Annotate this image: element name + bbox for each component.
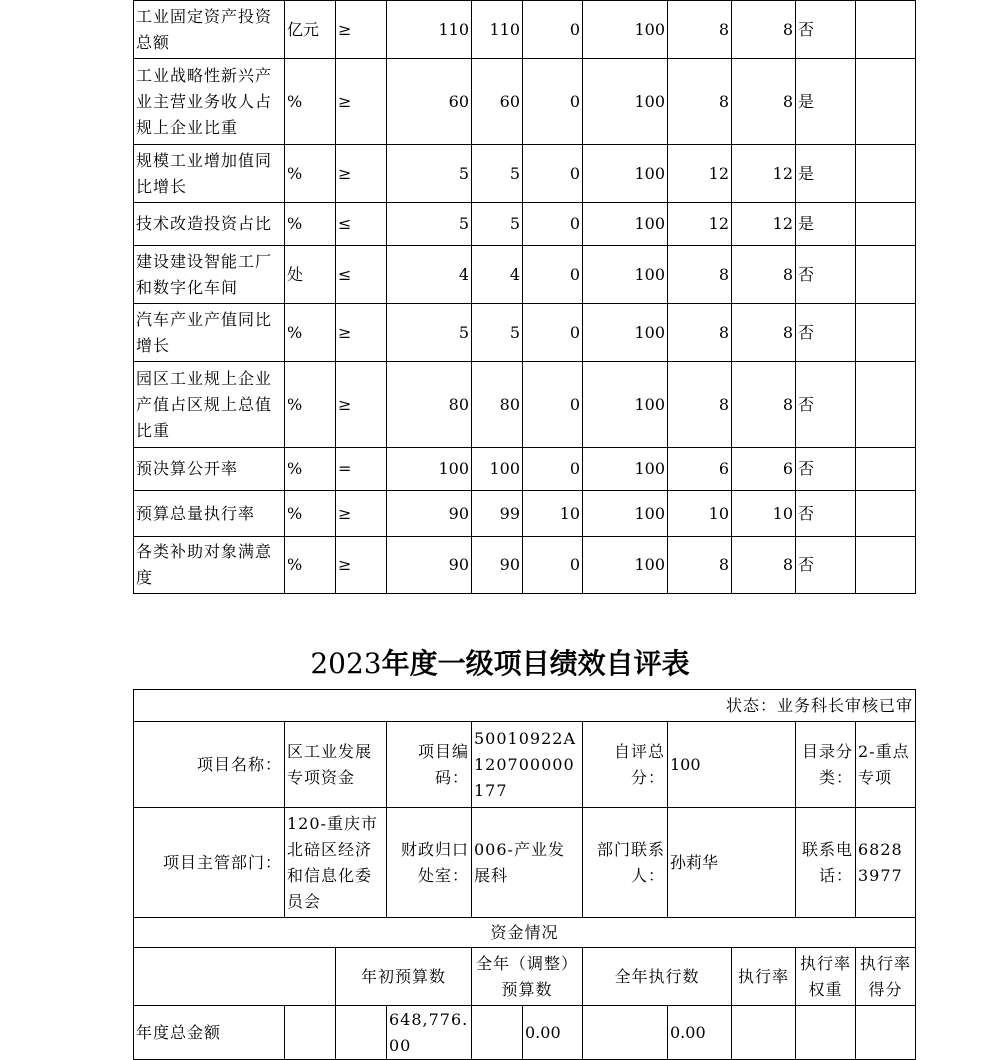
table-row [134,362,916,448]
indicator-deviation: 0 [523,246,583,304]
indicator-actual: 80 [472,362,523,448]
row-total-empty-4 [583,1006,668,1060]
col-rate: 执行率 [732,948,796,1006]
indicator-note [856,362,916,448]
indicator-name: 园区工业规上企业产值占区规上总值比重 [134,362,285,448]
indicator-operator: ≥ [336,491,387,537]
indicator-flag: 是 [796,59,856,145]
indicator-flag: 否 [796,246,856,304]
indicator-note [856,246,916,304]
catalog-label: 目录分类： [796,722,856,808]
indicator-deviation: 0 [523,537,583,594]
indicator-unit: % [285,145,336,203]
indicator-weight: 8 [668,1,732,59]
row-total-rate-score [856,1006,916,1060]
indicator-actual: 60 [472,59,523,145]
indicator-operator: ≥ [336,362,387,448]
indicator-note [856,145,916,203]
indicator-operator: ≥ [336,304,387,362]
col-rate-weight: 执行率权重 [796,948,856,1006]
self-score-label: 自评总分： [583,722,668,808]
contact-label: 部门联系人： [583,808,668,918]
indicator-deviation: 0 [523,1,583,59]
indicator-note [856,448,916,491]
indicator-note [856,304,916,362]
indicator-note [856,537,916,594]
indicator-unit: % [285,304,336,362]
indicator-weight: 8 [668,362,732,448]
indicator-target: 110 [387,1,472,59]
indicator-operator: = [336,448,387,491]
indicator-actual: 110 [472,1,523,59]
indicator-completion: 100 [583,537,668,594]
row-total-label: 年度总金额 [134,1006,285,1060]
indicator-operator: ≥ [336,1,387,59]
indicator-table [133,0,916,594]
indicator-deviation: 0 [523,448,583,491]
indicator-unit: % [285,448,336,491]
indicator-operator: ≥ [336,537,387,594]
indicator-unit: % [285,59,336,145]
indicator-actual: 99 [472,491,523,537]
indicator-name: 工业固定资产投资总额 [134,1,285,59]
indicator-note [856,59,916,145]
indicator-note [856,491,916,537]
indicator-weight: 10 [668,491,732,537]
indicator-target: 5 [387,203,472,246]
finance-value: 006-产业发展科 [472,808,583,918]
indicator-completion: 100 [583,1,668,59]
indicator-weight: 8 [668,304,732,362]
project-code-value: 50010922A120700000177 [472,722,583,808]
indicator-weight: 8 [668,246,732,304]
indicator-flag: 否 [796,448,856,491]
col-adjusted-budget: 全年（调整）预算数 [472,948,583,1006]
indicator-deviation: 10 [523,491,583,537]
indicator-score: 6 [732,448,796,491]
table-row [134,537,916,594]
indicator-note [856,1,916,59]
indicator-weight: 12 [668,203,732,246]
indicator-actual: 5 [472,203,523,246]
row-total-rate [732,1006,796,1060]
row-total-adjusted: 0.00 [523,1006,583,1060]
col-initial-budget: 年初预算数 [336,948,472,1006]
status-text: 状态：业务科长审核已审 [134,690,916,722]
indicator-score: 8 [732,304,796,362]
table-row [134,203,916,246]
indicator-name: 技术改造投资占比 [134,203,285,246]
phone-value: 68283977 [856,808,916,918]
indicator-score: 8 [732,537,796,594]
table-row [134,491,916,537]
indicator-completion: 100 [583,246,668,304]
indicator-target: 60 [387,59,472,145]
indicator-unit: % [285,537,336,594]
indicator-weight: 6 [668,448,732,491]
indicator-target: 4 [387,246,472,304]
indicator-name: 汽车产业产值同比增长 [134,304,285,362]
indicator-deviation: 0 [523,362,583,448]
table-row [134,304,916,362]
indicator-deviation: 0 [523,59,583,145]
indicator-unit: % [285,203,336,246]
catalog-value: 2-重点专项 [856,722,916,808]
indicator-flag: 是 [796,145,856,203]
indicator-operator: ≥ [336,59,387,145]
indicator-score: 12 [732,145,796,203]
indicator-flag: 是 [796,203,856,246]
table-row [134,1,916,59]
indicator-target: 80 [387,362,472,448]
row-total-initial: 648,776.00 [387,1006,472,1060]
indicator-operator: ≤ [336,246,387,304]
row-total-rate-weight [796,1006,856,1060]
indicator-deviation: 0 [523,304,583,362]
indicator-target: 5 [387,145,472,203]
indicator-name: 预算总量执行率 [134,491,285,537]
indicator-flag: 否 [796,491,856,537]
indicator-completion: 100 [583,304,668,362]
col-rate-score: 执行率得分 [856,948,916,1006]
phone-label: 联系电话： [796,808,856,918]
row-total-empty-2 [336,1006,387,1060]
contact-value: 孙莉华 [668,808,796,918]
indicator-deviation: 0 [523,203,583,246]
page-title: 2023年度一级项目绩效自评表 [310,647,690,680]
indicator-flag: 否 [796,1,856,59]
table-row [134,145,916,203]
indicator-note [856,203,916,246]
funds-header: 资金情况 [134,918,916,948]
indicator-completion: 100 [583,203,668,246]
indicator-operator: ≥ [336,145,387,203]
indicator-target: 5 [387,304,472,362]
indicator-name: 各类补助对象满意度 [134,537,285,594]
indicator-target: 90 [387,491,472,537]
indicator-actual: 100 [472,448,523,491]
indicator-unit: 亿元 [285,1,336,59]
project-name-label: 项目名称： [134,722,285,808]
indicator-weight: 12 [668,145,732,203]
indicator-unit: 处 [285,246,336,304]
table-row [134,448,916,491]
indicator-unit: % [285,362,336,448]
indicator-completion: 100 [583,448,668,491]
indicator-deviation: 0 [523,145,583,203]
funds-corner [134,948,336,1006]
self-score-value: 100 [668,722,796,808]
row-total-empty-1 [285,1006,336,1060]
indicator-weight: 8 [668,537,732,594]
self-eval-form [133,689,916,1060]
indicator-score: 8 [732,246,796,304]
indicator-score: 10 [732,491,796,537]
row-total-executed: 0.00 [668,1006,732,1060]
dept-value: 120-重庆市北碚区经济和信息化委员会 [285,808,387,918]
indicator-actual: 5 [472,145,523,203]
indicator-completion: 100 [583,491,668,537]
indicator-score: 8 [732,59,796,145]
indicator-unit: % [285,491,336,537]
indicator-actual: 5 [472,304,523,362]
indicator-score: 12 [732,203,796,246]
indicator-name: 预决算公开率 [134,448,285,491]
indicator-name: 规模工业增加值同比增长 [134,145,285,203]
indicator-flag: 否 [796,362,856,448]
indicator-actual: 90 [472,537,523,594]
indicator-flag: 否 [796,304,856,362]
indicator-score: 8 [732,362,796,448]
dept-label: 项目主管部门： [134,808,285,918]
table-row [134,246,916,304]
indicator-name: 工业战略性新兴产业主营业务收人占规上企业比重 [134,59,285,145]
indicator-actual: 4 [472,246,523,304]
col-executed: 全年执行数 [583,948,732,1006]
indicator-target: 100 [387,448,472,491]
indicator-name: 建设建设智能工厂和数字化车间 [134,246,285,304]
project-code-label: 项目编码： [387,722,472,808]
project-name-value: 区工业发展专项资金 [285,722,387,808]
indicator-completion: 100 [583,362,668,448]
table-row [134,59,916,145]
row-total-empty-3 [472,1006,523,1060]
indicator-flag: 否 [796,537,856,594]
indicator-completion: 100 [583,145,668,203]
indicator-target: 90 [387,537,472,594]
indicator-score: 8 [732,1,796,59]
indicator-completion: 100 [583,59,668,145]
finance-label: 财政归口处室： [387,808,472,918]
indicator-weight: 8 [668,59,732,145]
indicator-operator: ≤ [336,203,387,246]
